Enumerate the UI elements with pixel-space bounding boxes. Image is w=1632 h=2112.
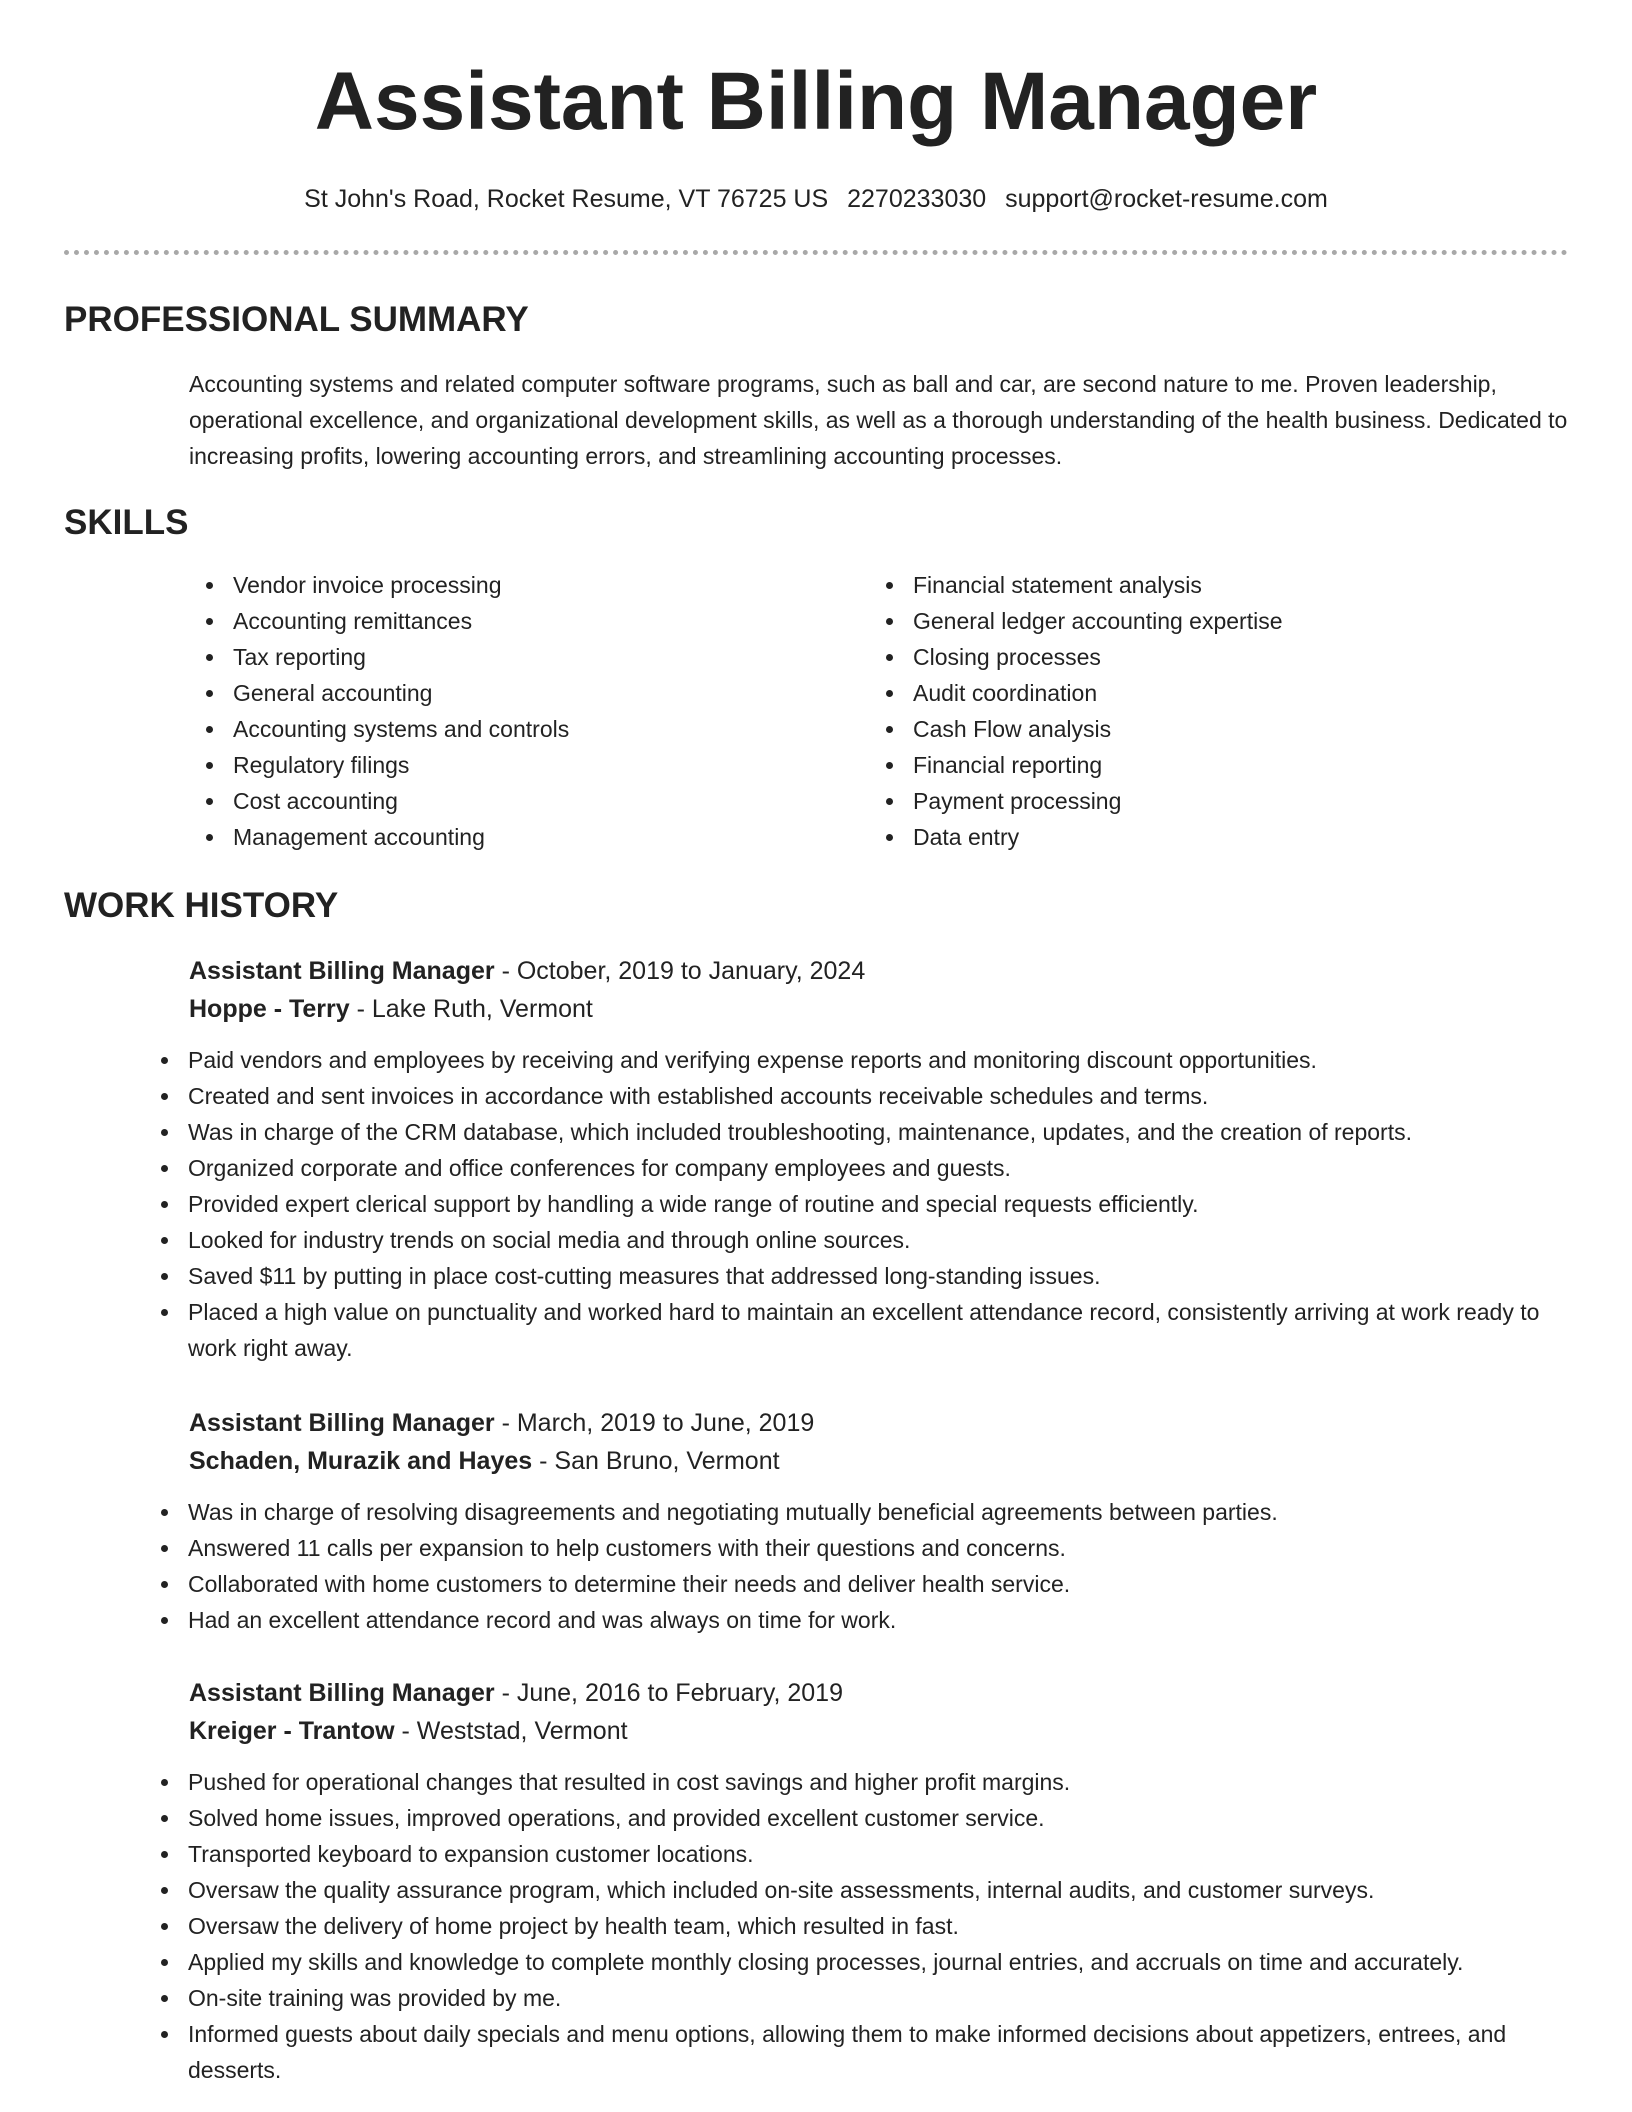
bullet-icon bbox=[161, 1887, 168, 1894]
bullet-icon bbox=[161, 1815, 168, 1822]
skill-item: Financial statement analysis bbox=[869, 567, 1569, 603]
skill-item: General ledger accounting expertise bbox=[869, 603, 1569, 639]
skill-item: Payment processing bbox=[869, 783, 1569, 819]
job-title-line bbox=[189, 952, 1569, 990]
bullet-icon bbox=[161, 1923, 168, 1930]
job-company: Schaden, Murazik and Hayes bbox=[189, 1447, 533, 1475]
list-item: On-site training was provided by me. bbox=[144, 1980, 1569, 2016]
bullet-icon bbox=[886, 618, 893, 625]
bullet-icon bbox=[206, 582, 213, 589]
list-item: Applied my skills and knowledge to complete monthly closing processes, journal entries, and accruals on time and accurately. bbox=[144, 1944, 1569, 1980]
list-item: Was in charge of the CRM database, which included troubleshooting, maintenance, updates, and the creation of reports. bbox=[144, 1114, 1569, 1150]
bullet-icon bbox=[886, 726, 893, 733]
bullet-icon bbox=[161, 2031, 168, 2038]
job-title: Assistant Billing Manager bbox=[189, 957, 495, 985]
bullet-icon bbox=[161, 1509, 168, 1516]
job-location: - Lake Ruth, Vermont bbox=[349, 995, 593, 1023]
skill-item: Regulatory filings bbox=[189, 747, 829, 783]
skill-item: Data entry bbox=[869, 819, 1569, 855]
bullet-icon bbox=[161, 1057, 168, 1064]
list-item: Answered 11 calls per expansion to help customers with their questions and concerns. bbox=[144, 1530, 1569, 1566]
skill-item: General accounting bbox=[189, 675, 829, 711]
skill-item: Closing processes bbox=[869, 639, 1569, 675]
bullet-icon bbox=[206, 798, 213, 805]
job-company-line bbox=[189, 1712, 1569, 1750]
list-item: Had an excellent attendance record and was always on time for work. bbox=[144, 1602, 1569, 1638]
bullet-icon bbox=[886, 690, 893, 697]
list-item: Created and sent invoices in accordance with established accounts receivable schedules and terms. bbox=[144, 1078, 1569, 1114]
bullet-icon bbox=[886, 582, 893, 589]
bullet-icon bbox=[886, 798, 893, 805]
bullet-icon bbox=[161, 1273, 168, 1280]
skill-item: Cost accounting bbox=[189, 783, 829, 819]
list-item: Solved home issues, improved operations, and provided excellent customer service. bbox=[144, 1800, 1569, 1836]
list-item: Organized corporate and office conferences for company employees and guests. bbox=[144, 1150, 1569, 1186]
list-item: Paid vendors and employees by receiving and verifying expense reports and monitoring discount opportunities. bbox=[144, 1042, 1569, 1078]
bullet-icon bbox=[161, 1959, 168, 1966]
contact-line bbox=[0, 182, 1632, 216]
skill-item: Accounting systems and controls bbox=[189, 711, 829, 747]
bullet-icon bbox=[206, 618, 213, 625]
bullet-icon bbox=[161, 1545, 168, 1552]
job-bullets bbox=[144, 1494, 1569, 1638]
skills-list-left bbox=[189, 567, 829, 855]
summary-heading: PROFESSIONAL SUMMARY bbox=[64, 300, 529, 339]
skill-item: Tax reporting bbox=[189, 639, 829, 675]
contact-email: support@rocket-resume.com bbox=[1005, 185, 1328, 213]
job-dates: - March, 2019 to June, 2019 bbox=[494, 1409, 815, 1437]
bullet-icon bbox=[161, 1581, 168, 1588]
job-dates: - June, 2016 to February, 2019 bbox=[494, 1679, 843, 1707]
list-item: Collaborated with home customers to determine their needs and deliver health service. bbox=[144, 1566, 1569, 1602]
summary-text: Accounting systems and related computer software programs, such as ball and car, are second nature to me. Proven leadership, operational excellence, and organizational development skills, as well as a thorough understanding of the health business. Dedicated to increasing profits, lowering accounting errors, and streamlining accounting processes. bbox=[189, 371, 1568, 469]
header-divider bbox=[64, 250, 1568, 255]
job-company-line bbox=[189, 1442, 1569, 1480]
skill-item: Cash Flow analysis bbox=[869, 711, 1569, 747]
list-item: Was in charge of resolving disagreements and negotiating mutually beneficial agreements between parties. bbox=[144, 1494, 1569, 1530]
job-entry bbox=[189, 1404, 1569, 1638]
job-bullets bbox=[144, 1042, 1569, 1366]
list-item: Placed a high value on punctuality and worked hard to maintain an excellent attendance record, consistently arriving at work ready to work right away. bbox=[144, 1294, 1569, 1366]
list-item: Pushed for operational changes that resulted in cost savings and higher profit margins. bbox=[144, 1764, 1569, 1800]
contact-address: St John's Road, Rocket Resume, VT 76725 US bbox=[304, 185, 829, 213]
job-dates: - October, 2019 to January, 2024 bbox=[494, 957, 866, 985]
job-title-line bbox=[189, 1674, 1569, 1712]
skills-list-right bbox=[869, 567, 1569, 855]
skill-item: Financial reporting bbox=[869, 747, 1569, 783]
job-location: - San Bruno, Vermont bbox=[532, 1447, 780, 1475]
list-item: Oversaw the quality assurance program, which included on-site assessments, internal audits, and customer surveys. bbox=[144, 1872, 1569, 1908]
job-company: Kreiger - Trantow bbox=[189, 1717, 395, 1745]
bullet-icon bbox=[206, 654, 213, 661]
resume-title: Assistant Billing Manager bbox=[314, 56, 1318, 147]
bullet-icon bbox=[161, 1201, 168, 1208]
bullet-icon bbox=[161, 1093, 168, 1100]
list-item: Saved $11 by putting in place cost-cutting measures that addressed long-standing issues. bbox=[144, 1258, 1569, 1294]
bullet-icon bbox=[161, 1779, 168, 1786]
contact-phone: 2270233030 bbox=[847, 185, 987, 213]
bullet-icon bbox=[161, 1165, 168, 1172]
job-bullets bbox=[144, 1764, 1569, 2088]
bullet-icon bbox=[161, 1309, 168, 1316]
bullet-icon bbox=[206, 690, 213, 697]
list-item: Transported keyboard to expansion customer locations. bbox=[144, 1836, 1569, 1872]
skills-heading: SKILLS bbox=[64, 503, 189, 542]
job-title: Assistant Billing Manager bbox=[189, 1409, 495, 1437]
bullet-icon bbox=[161, 1237, 168, 1244]
job-company-line bbox=[189, 990, 1569, 1028]
list-item: Provided expert clerical support by handling a wide range of routine and special requests efficiently. bbox=[144, 1186, 1569, 1222]
job-company: Hoppe - Terry bbox=[189, 995, 350, 1023]
list-item: Oversaw the delivery of home project by health team, which resulted in fast. bbox=[144, 1908, 1569, 1944]
list-item: Informed guests about daily specials and menu options, allowing them to make informed decisions about appetizers, entrees, and desserts. bbox=[144, 2016, 1569, 2088]
skill-item: Audit coordination bbox=[869, 675, 1569, 711]
job-location: - Weststad, Vermont bbox=[394, 1717, 628, 1745]
bullet-icon bbox=[206, 762, 213, 769]
skill-item: Vendor invoice processing bbox=[189, 567, 829, 603]
list-item: Looked for industry trends on social media and through online sources. bbox=[144, 1222, 1569, 1258]
bullet-icon bbox=[886, 834, 893, 841]
bullet-icon bbox=[206, 834, 213, 841]
job-title-line bbox=[189, 1404, 1569, 1442]
skill-item: Management accounting bbox=[189, 819, 829, 855]
bullet-icon bbox=[206, 726, 213, 733]
job-entry bbox=[189, 952, 1569, 1366]
bullet-icon bbox=[161, 1995, 168, 2002]
bullet-icon bbox=[886, 762, 893, 769]
job-title: Assistant Billing Manager bbox=[189, 1679, 495, 1707]
job-entry bbox=[189, 1674, 1569, 2088]
work-history-heading: WORK HISTORY bbox=[64, 886, 339, 925]
bullet-icon bbox=[886, 654, 893, 661]
bullet-icon bbox=[161, 1129, 168, 1136]
skill-item: Accounting remittances bbox=[189, 603, 829, 639]
bullet-icon bbox=[161, 1851, 168, 1858]
bullet-icon bbox=[161, 1617, 168, 1624]
